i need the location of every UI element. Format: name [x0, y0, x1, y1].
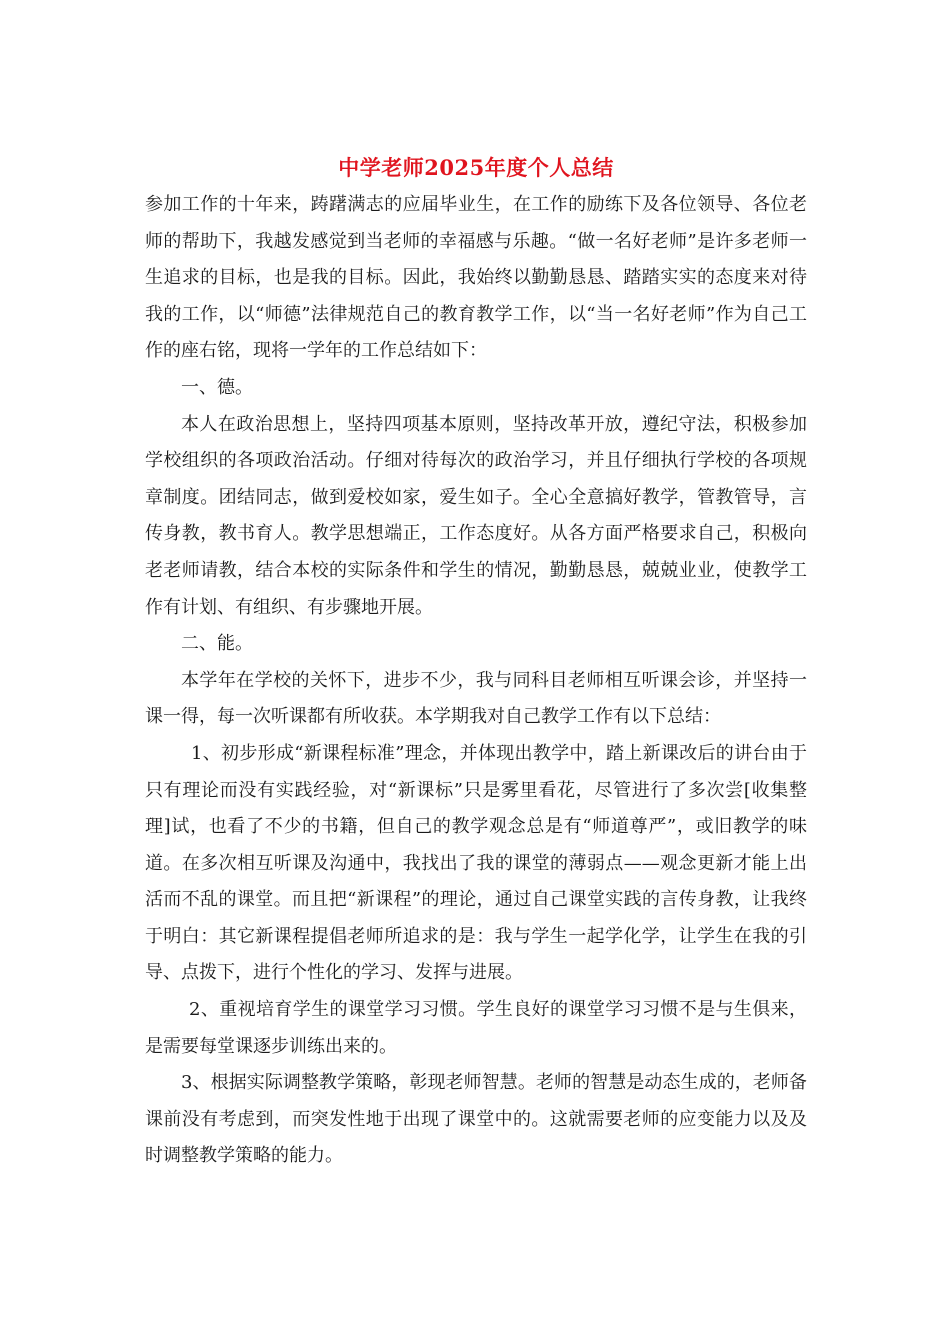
point-2-paragraph: 2、重视培育学生的课堂学习习惯。学生良好的课堂学习习惯不是与生俱来，是需要每堂课逐步训练出来的。 [145, 999, 807, 1057]
neng-paragraph: 本学年在学校的关怀下，进步不少，我与同科目老师相互听课会诊，并坚持一课一得，每一次听课都有所收获。本学期我对自己教学工作有以下总结： [145, 669, 807, 728]
point-1-paragraph: 1、初步形成“新课程标准”理念，并体现出教学中，踏上新课改后的讲台由于只有理论而没有实践经验，对“新课标”只是雾里看花，尽管进行了多次尝[收集整理]试，也看了不少的书籍，但自己的教学观念总是有“师道尊严”，或旧教学的味道。在多次相互听课及沟通中，我找出了我的课堂的薄弱点——观念更新才能上出活而不乱的课堂。而且把“新课程”的理论，通过自己课堂实践的言传身教，让我终于明白：其它新课程提倡老师所追求的是：我与学生一起学化学，让学生在我的引导、点拨下，进行个性化的学习、发挥与进展。 [145, 742, 807, 984]
document-page [145, 150, 807, 1175]
de-paragraph: 本人在政治思想上，坚持四项基本原则，坚持改革开放，遵纪守法，积极参加学校组织的各项政治活动。仔细对待每次的政治学习，并且仔细执行学校的各项规章制度。团结同志，做到爱校如家，爱生如子。全心全意搞好教学，管教管导，言传身教，教书育人。教学思想端正，工作态度好。从各方面严格要求自己，积极向老老师请教，结合本校的实际条件和学生的情况，勤勤恳恳，兢兢业业，使教学工作有计划、有组织、有步骤地开展。 [145, 413, 807, 618]
section-heading-de: 一、德。 [181, 376, 253, 398]
section-heading-neng: 二、能。 [181, 633, 253, 655]
document-title: 中学老师2025年度个人总结 [338, 155, 614, 180]
point-3-paragraph: 3、根据实际调整教学策略，彰现老师智慧。老师的智慧是动态生成的，老师备课前没有考虑到，而突发性地于出现了课堂中的。这就需要老师的应变能力以及及时调整教学策略的能力。 [145, 1072, 807, 1167]
intro-paragraph: 参加工作的十年来，踌躇满志的应届毕业生，在工作的励练下及各位领导、各位老师的帮助下，我越发感觉到当老师的幸福感与乐趣。“做一名好老师”是许多老师一生追求的目标，也是我的目标。因此，我始终以勤勤恳恳、踏踏实实的态度来对待我的工作，以“师德”法律规范自己的教育教学工作，以“当一名好老师”作为自己工作的座右铭，现将一学年的工作总结如下： [145, 194, 807, 362]
